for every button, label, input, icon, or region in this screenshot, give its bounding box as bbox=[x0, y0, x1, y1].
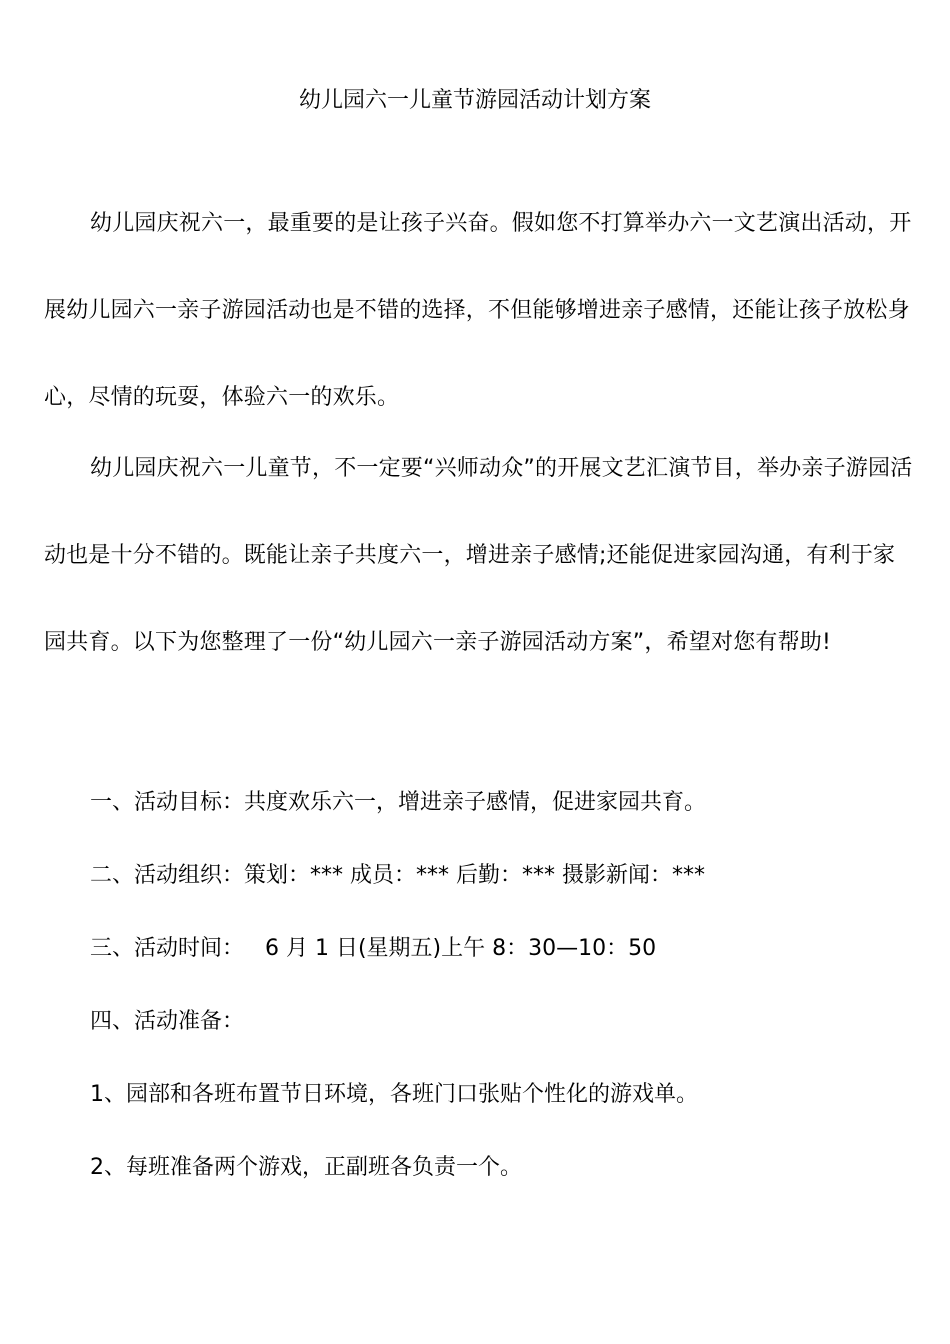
section-organization: 二、活动组织：策划：*** 成员：*** 后勤：*** 摄影新闻：*** bbox=[90, 863, 705, 888]
prep-item-2: 2、每班准备两个游戏，正副班各负责一个。 bbox=[90, 1155, 522, 1180]
intro-paragraph: 幼儿园庆祝六一，最重要的是让孩子兴奋。假如您不打算举办六一文艺演出活动，开展幼儿园六一亲子游园活动也是不错的选择，不但能够增进亲子感情，还能让孩子放松身心，尽情的玩耍，体验六一的欢乐。 bbox=[44, 211, 912, 410]
background-paragraph: 幼儿园庆祝六一儿童节，不一定要“兴师动众”的开展文艺汇演节目，举办亲子游园活动也是十分不错的。既能让亲子共度六一，增进亲子感情;还能促进家园沟通，有利于家园共育。以下为您整理了一份“幼儿园六一亲子游园活动方案”，希望对您有帮助! bbox=[44, 456, 913, 655]
section-time: 三、活动时间： 6 月 1 日(星期五)上午 8：30—10：50 bbox=[90, 936, 657, 961]
section-preparation: 四、活动准备： bbox=[90, 1009, 245, 1034]
section-goal: 一、活动目标：共度欢乐六一，增进亲子感情，促进家园共育。 bbox=[90, 790, 707, 815]
prep-item-1: 1、园部和各班布置节日环境，各班门口张贴个性化的游戏单。 bbox=[90, 1082, 698, 1107]
document-title: 幼儿园六一儿童节游园活动计划方案 bbox=[298, 88, 651, 113]
